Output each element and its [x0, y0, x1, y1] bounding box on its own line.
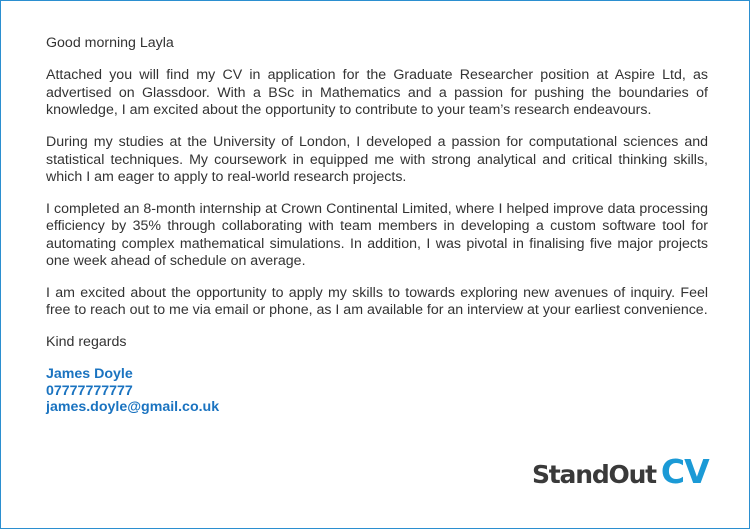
greeting: Good morning Layla	[46, 35, 174, 51]
logo-text-main: StandOut	[532, 460, 656, 489]
signature-block	[46, 366, 708, 416]
paragraph-experience: I completed an 8-month internship at Crown Continental Limited, where I helped improve data processing efficiency by 35% through collaborating with team members in developing a custom software tool for automating complex mathematical simulations. In addition, I was pivotal in finalising five major projects one week ahead of schedule on average.	[46, 200, 708, 270]
signature-name: James Doyle	[46, 366, 133, 383]
paragraph-closing: I am excited about the opportunity to apply my skills to towards exploring new avenues of inquiry. Feel free to reach out to me via email or phone, as I am available for an interview at your earliest convenience.	[46, 284, 708, 319]
signature-phone: 07777777777	[46, 382, 133, 399]
signature-email: james.doyle@gmail.co.uk	[46, 399, 220, 416]
cover-letter-body	[46, 35, 708, 416]
logo-text-accent: CV	[660, 452, 709, 491]
paragraph-intro: Attached you will find my CV in application for the Graduate Researcher position at Aspire Ltd, as advertised on Glassdoor. With a BSc in Mathematics and a passion for pushing the boundaries of knowledge, I am excited about the opportunity to contribute to your team’s research endeavours.	[46, 67, 708, 119]
standout-cv-logo	[532, 452, 709, 492]
paragraph-education: During my studies at the University of London, I developed a passion for computational sciences and statistical techniques. My coursework in equipped me with strong analytical and critical thinking skills, which I am eager to apply to real-world research projects.	[46, 134, 708, 185]
closing-line: Kind regards	[46, 334, 127, 351]
